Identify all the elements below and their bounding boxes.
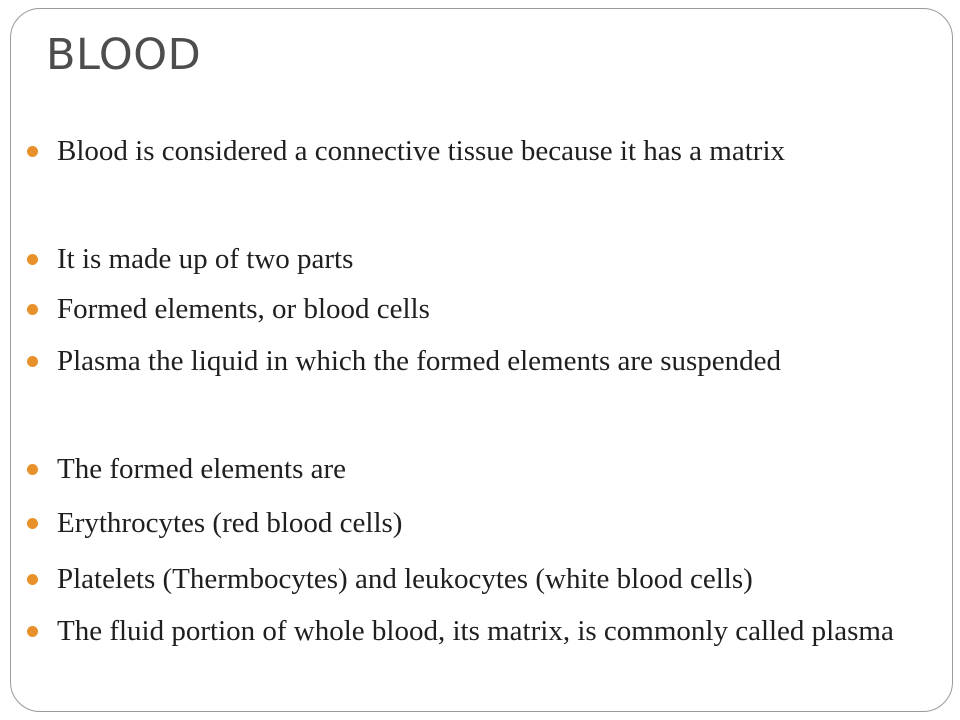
bullet-text: The formed elements are bbox=[57, 453, 347, 485]
bullet-text: The fluid portion of whole blood, its matrix, is commonly called plasma bbox=[57, 615, 894, 647]
bullet-dot-icon bbox=[27, 254, 38, 265]
bullet-text: Erythrocytes (red blood cells) bbox=[57, 507, 403, 539]
bullet-dot-icon bbox=[27, 626, 38, 637]
bullet-text: Blood is considered a connective tissue because it has a matrix bbox=[57, 135, 786, 167]
bullet-dot-icon bbox=[27, 574, 38, 585]
bullet-text: Formed elements, or blood cells bbox=[57, 293, 430, 325]
bullet-dot-icon bbox=[27, 356, 38, 367]
bullet-dot-icon bbox=[27, 146, 38, 157]
bullet-text: It is made up of two parts bbox=[57, 243, 354, 275]
bullet-dot-icon bbox=[27, 464, 38, 475]
bullet-dot-icon bbox=[27, 304, 38, 315]
bullet-text: Platelets (Thermbocytes) and leukocytes (white blood cells) bbox=[57, 563, 753, 595]
bullet-dot-icon bbox=[27, 518, 38, 529]
bullet-text: Plasma the liquid in which the formed elements are suspended bbox=[57, 345, 782, 377]
slide-title: BLOOD bbox=[46, 30, 202, 80]
